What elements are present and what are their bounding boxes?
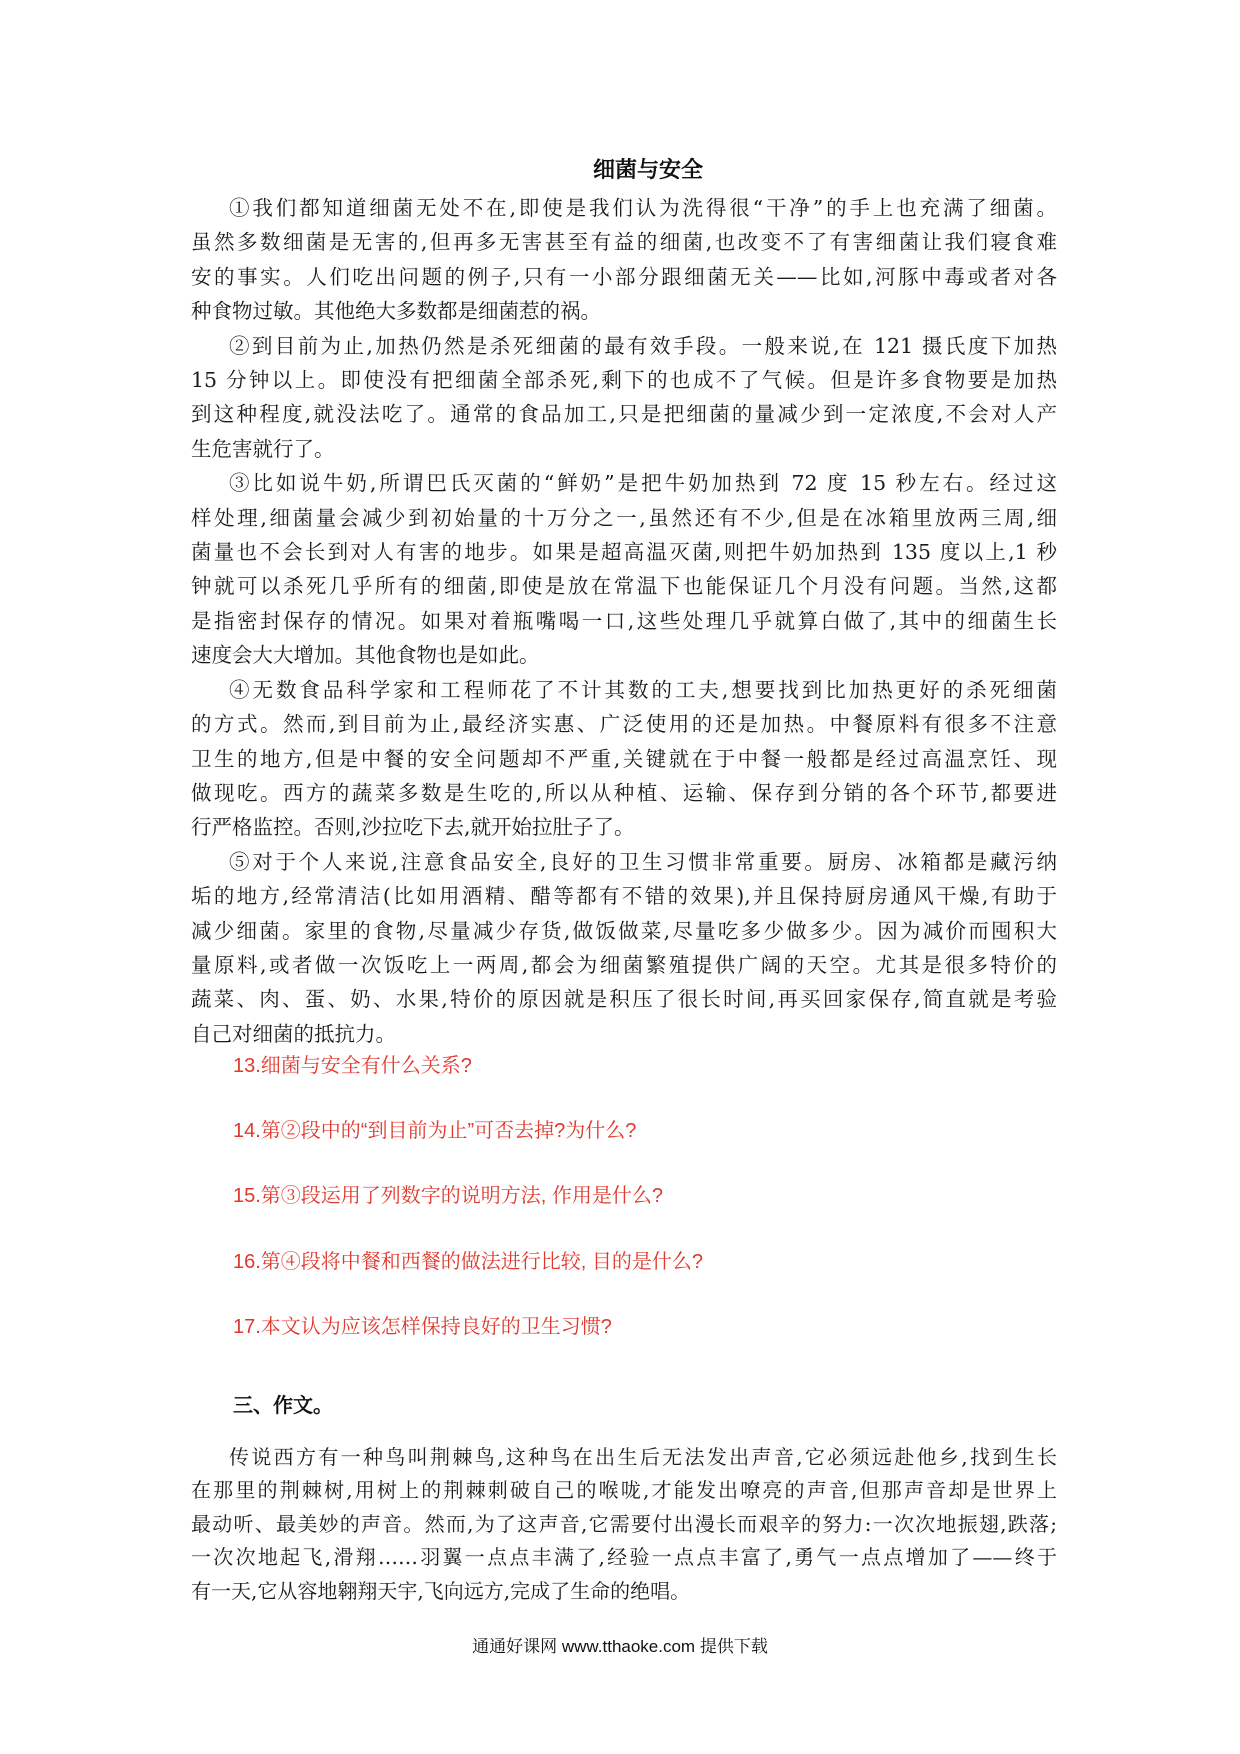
paragraph-4 <box>191 673 1057 845</box>
paragraph-line: 最动听、最美妙的声音。然而,为了这声音,它需要付出漫长而艰辛的努力:一次次地振翅,跌落; <box>191 1511 1057 1536</box>
paragraph-line: 一次次地起飞,滑翔……羽翼一点点丰满了,经验一点点丰富了,勇气一点点增加了——终于 <box>191 1545 1057 1570</box>
question-16: 16.第④段将中餐和西餐的做法进行比较, 目的是什么? <box>233 1250 704 1273</box>
paragraph-line: 速度会大大增加。其他食物也是如此。 <box>191 643 540 668</box>
question-13: 13.细菌与安全有什么关系? <box>233 1055 472 1077</box>
paragraph-line: 15 分钟以上。即使没有把细菌全部杀死,剩下的也成不了气候。但是许多食物要是加热 <box>191 368 1057 393</box>
paragraph-line: 到这种程度,就没法吃了。通常的食品加工,只是把细菌的量减少到一定浓度,不会对人产 <box>191 402 1057 427</box>
paragraph-line: 减少细菌。家里的食物,尽量减少存货,做饭做菜,尽量吃多少做多少。因为减价而囤积大 <box>191 918 1057 943</box>
paragraph-line: 安的事实。人们吃出问题的例子,只有一小部分跟细菌无关——比如,河豚中毒或者对各 <box>191 264 1057 289</box>
paragraph-line: 样处理,细菌量会减少到初始量的十万分之一,虽然还有不少,但是在冰箱里放两三周,细 <box>191 505 1057 530</box>
paragraph-line: ⑤对于个人来说,注意食品安全,良好的卫生习惯非常重要。厨房、冰箱都是藏污纳 <box>229 849 1057 874</box>
paragraph-line: 蔬菜、肉、蛋、奶、水果,特价的原因就是积压了很长时间,再买回家保存,简直就是考验 <box>191 987 1057 1012</box>
paragraph-line: 传说西方有一种鸟叫荆棘鸟,这种鸟在出生后无法发出声音,它必须远赴他乡,找到生长 <box>229 1445 1057 1469</box>
paragraph-line: 行严格监控。否则,沙拉吃下去,就开始拉肚子了。 <box>191 815 635 840</box>
paragraph-line: 量原料,或者做一次饭吃上一两周,都会为细菌繁殖提供广阔的天空。尤其是很多特价的 <box>191 952 1057 977</box>
paragraph-1 <box>191 191 1057 329</box>
paragraph-line: 的方式。然而,到目前为止,最经济实惠、广泛使用的还是加热。中餐原料有很多不注意 <box>191 712 1057 737</box>
paragraph-line: 生危害就行了。 <box>191 436 335 461</box>
paragraph-line: 菌量也不会长到对人有害的地步。如果是超高温灭菌,则把牛奶加热到 135 度以上,1 秒 <box>191 540 1057 565</box>
page-footer: 通通好课网 www.tthaoke.com 提供下载 <box>472 1637 768 1656</box>
paragraph-line: ②到目前为止,加热仍然是杀死细菌的最有效手段。一般来说,在 121 摄氏度下加热 <box>229 333 1057 358</box>
question-list <box>233 1049 1053 1375</box>
paragraph-5 <box>191 845 1057 1051</box>
article-body <box>191 191 1057 1051</box>
paragraph-line: 卫生的地方,但是中餐的安全问题却不严重,关键就在于中餐一般都是经过高温烹饪、现 <box>191 746 1057 771</box>
paragraph-line: ①我们都知道细菌无处不在,即使是我们认为洗得很“干净”的手上也充满了细菌。 <box>229 196 1057 220</box>
paragraph-line: ③比如说牛奶,所谓巴氏灭菌的“鲜奶”是把牛奶加热到 72 度 15 秒左右。经过这 <box>229 471 1057 496</box>
essay-prompt <box>191 1441 1057 1608</box>
paragraph-line: 是指密封保存的情况。如果对着瓶嘴喝一口,这些处理几乎就算白做了,其中的细菌生长 <box>191 608 1057 633</box>
paragraph-line: ④无数食品科学家和工程师花了不计其数的工夫,想要找到比加热更好的杀死细菌 <box>229 677 1057 702</box>
paragraph-line: 虽然多数细菌是无害的,但再多无害甚至有益的细菌,也改变不了有害细菌让我们寝食难 <box>191 230 1057 255</box>
paragraph-line: 垢的地方,经常清洁(比如用酒精、醋等都有不错的效果),并且保持厨房通风干燥,有助于 <box>191 884 1057 909</box>
article-title: 细菌与安全 <box>592 158 703 183</box>
paragraph-line: 在那里的荆棘树,用树上的荆棘刺破自己的喉咙,才能发出嘹亮的声音,但那声音却是世界上 <box>191 1478 1057 1503</box>
question-15: 15.第③段运用了列数字的说明方法, 作用是什么? <box>233 1185 664 1208</box>
paragraph-line: 钟就可以杀死几乎所有的细菌,即使是放在常温下也能保证几个月没有问题。当然,这都 <box>191 574 1057 599</box>
paragraph-line: 自己对细菌的抵抗力。 <box>191 1021 396 1046</box>
paragraph-line: 有一天,它从容地翱翔天宇,飞向远方,完成了生命的绝唱。 <box>191 1578 691 1603</box>
essay-paragraph <box>191 1441 1057 1608</box>
paragraph-2 <box>191 329 1057 467</box>
paragraph-line: 做现吃。西方的蔬菜多数是生吃的,所以从种植、运输、保存到分销的各个环节,都要进 <box>191 780 1057 805</box>
paragraph-3 <box>191 466 1057 672</box>
question-17: 17.本文认为应该怎样保持良好的卫生习惯? <box>233 1315 612 1338</box>
section-heading: 三、作文。 <box>233 1393 333 1417</box>
paragraph-line: 种食物过敏。其他绝大多数都是细菌惹的祸。 <box>191 299 601 324</box>
question-14: 14.第②段中的“到目前为止”可否去掉?为什么? <box>233 1120 637 1143</box>
